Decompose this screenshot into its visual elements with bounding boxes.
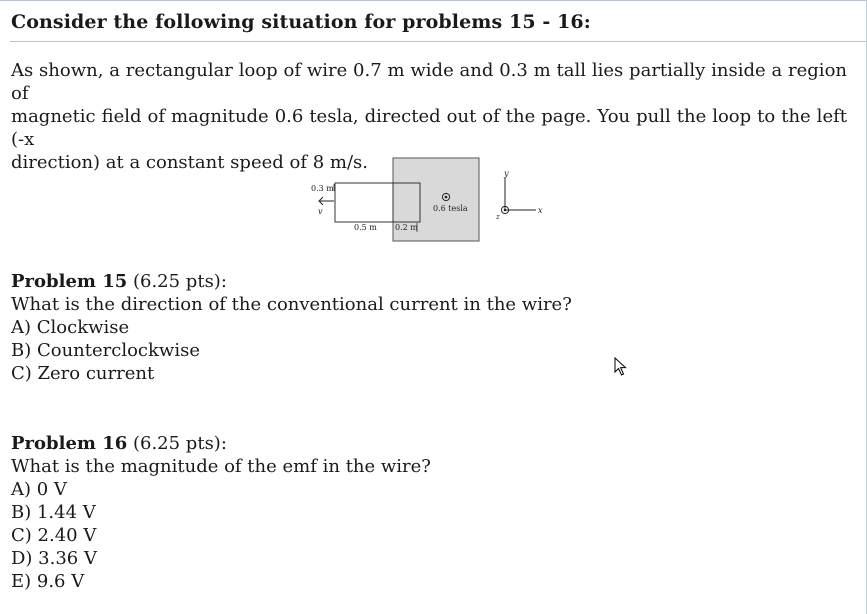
problem-16: [11, 432, 431, 593]
mouse-pointer-icon: [614, 357, 630, 377]
axes-icon: [501, 178, 536, 214]
problem-16-question: What is the magnitude of the emf in the wire?: [11, 456, 431, 477]
right-width-label: 0.2 m: [395, 223, 418, 232]
window-top-border: [0, 0, 867, 1]
problem-15: [11, 270, 572, 385]
heading-divider: [10, 41, 866, 42]
problem-15-option-a: A) Clockwise: [11, 317, 130, 338]
problem-16-option-a: A) 0 V: [11, 479, 67, 500]
velocity-label: v: [318, 207, 323, 216]
loop-field-diagram: [306, 157, 556, 243]
diagram-svg: [306, 157, 556, 243]
problem-15-points: (6.25 pts):: [127, 271, 227, 292]
velocity-arrow-icon: [319, 197, 334, 205]
intro-line-1: As shown, a rectangular loop of wire 0.7 m wide and 0.3 m tall lies partially inside a region of: [11, 60, 847, 104]
intro-line-3: direction) at a constant speed of 8 m/s.: [11, 152, 368, 173]
problem-15-question: What is the direction of the conventional current in the wire?: [11, 294, 572, 315]
section-heading: Consider the following situation for problems 15 - 16:: [11, 11, 591, 33]
problem-16-title-bold: Problem 16: [11, 433, 128, 454]
problem-16-title: [11, 432, 431, 455]
problem-16-option-d: D) 3.36 V: [11, 548, 97, 569]
problem-16-option-e: E) 9.6 V: [11, 571, 85, 592]
problem-16-points: (6.25 pts):: [127, 433, 227, 454]
field-label: 0.6 tesla: [433, 204, 468, 213]
axis-y-label: y: [504, 169, 509, 178]
height-label: 0.3 m: [311, 184, 334, 193]
axis-z-label: z: [496, 213, 500, 221]
problem-15-option-c: C) Zero current: [11, 363, 155, 384]
intro-line-2: magnetic field of magnitude 0.6 tesla, directed out of the page. You pull the loop to the left (-x: [11, 106, 847, 150]
left-width-label: 0.5 m: [354, 223, 377, 232]
axis-x-label: x: [538, 206, 543, 215]
problem-16-option-b: B) 1.44 V: [11, 502, 96, 523]
problem-15-option-b: B) Counterclockwise: [11, 340, 200, 361]
problem-15-title: [11, 270, 572, 293]
problem-16-option-c: C) 2.40 V: [11, 525, 97, 546]
problem-15-title-bold: Problem 15: [11, 271, 128, 292]
